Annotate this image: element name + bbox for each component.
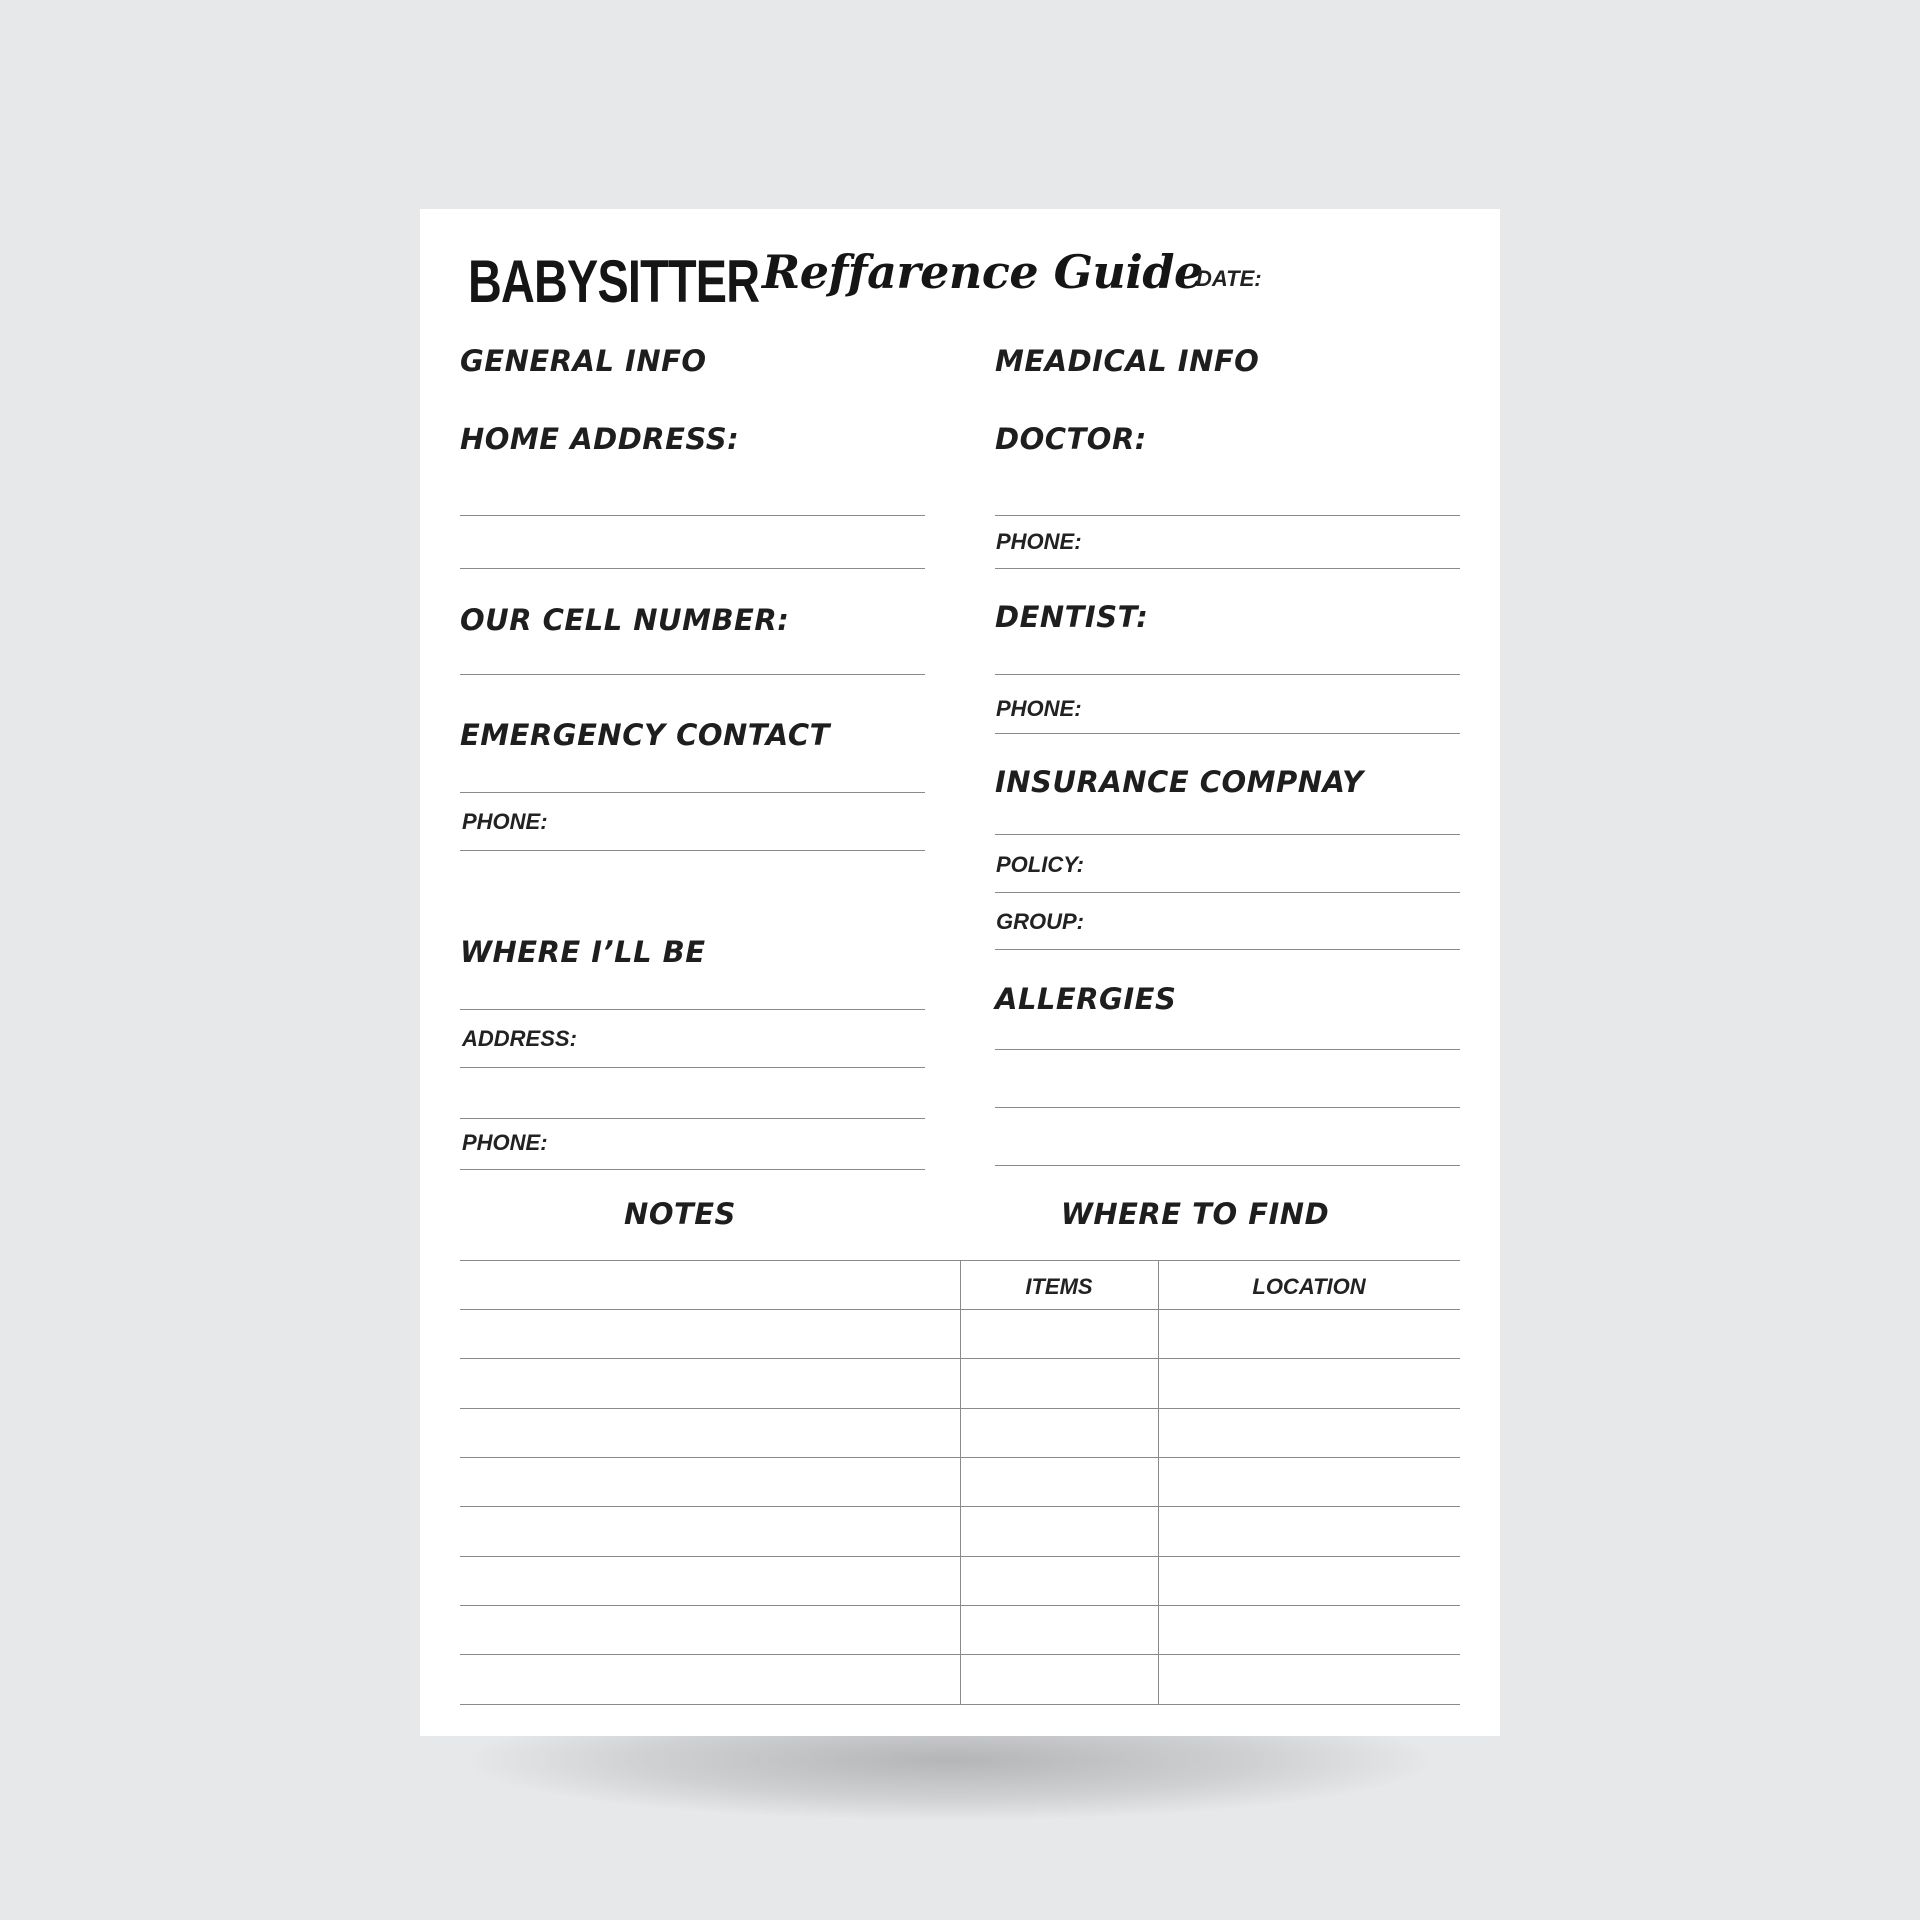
- medical-info-heading: MEADICAL INFO: [995, 344, 1260, 378]
- where-to-find-heading: WHERE TO FIND: [1060, 1197, 1330, 1231]
- items-divider: [1158, 1260, 1159, 1704]
- where-address-label: ADDRESS:: [462, 1026, 577, 1051]
- dentist-line[interactable]: [995, 674, 1460, 675]
- dentist-phone-label: PHONE:: [996, 696, 1082, 721]
- planner-sheet: [420, 209, 1500, 1736]
- table-row[interactable]: [460, 1309, 1460, 1310]
- home-address-line-1[interactable]: [460, 515, 925, 516]
- group-line[interactable]: [995, 949, 1460, 950]
- table-row[interactable]: [460, 1654, 1460, 1655]
- allergies-line-1[interactable]: [995, 1049, 1460, 1050]
- group-label: GROUP:: [996, 909, 1084, 934]
- title-script: Reffarence Guide: [762, 245, 1203, 299]
- doctor-phone-label: PHONE:: [996, 529, 1082, 554]
- table-row[interactable]: [460, 1457, 1460, 1458]
- policy-line[interactable]: [995, 892, 1460, 893]
- allergies-line-3[interactable]: [995, 1165, 1460, 1166]
- doctor-label: DOCTOR:: [995, 422, 1147, 456]
- dentist-label: DENTIST:: [995, 600, 1149, 634]
- emergency-phone-label: PHONE:: [462, 809, 548, 834]
- home-address-label: HOME ADDRESS:: [460, 422, 740, 456]
- cell-number-line[interactable]: [460, 674, 925, 675]
- policy-label: POLICY:: [996, 852, 1085, 877]
- table-row[interactable]: [460, 1605, 1460, 1606]
- doctor-line[interactable]: [995, 515, 1460, 516]
- dentist-phone-line[interactable]: [995, 733, 1460, 734]
- where-address-line-1[interactable]: [460, 1067, 925, 1068]
- where-ill-be-line[interactable]: [460, 1009, 925, 1010]
- where-phone-line[interactable]: [460, 1169, 925, 1170]
- title-main: BABYSITTER: [468, 248, 760, 315]
- allergies-label: ALLERGIES: [995, 982, 1177, 1016]
- table-row[interactable]: [460, 1704, 1460, 1705]
- table-row[interactable]: [460, 1556, 1460, 1557]
- insurance-line[interactable]: [995, 834, 1460, 835]
- insurance-label: INSURANCE COMPNAY: [995, 765, 1364, 799]
- where-phone-label: PHONE:: [462, 1130, 548, 1155]
- home-address-line-2[interactable]: [460, 568, 925, 569]
- notes-heading: NOTES: [624, 1197, 736, 1231]
- location-column-header: LOCATION: [1252, 1274, 1366, 1299]
- notes-divider: [960, 1260, 961, 1704]
- table-row[interactable]: [460, 1506, 1460, 1507]
- where-address-line-2[interactable]: [460, 1118, 925, 1119]
- table-row[interactable]: [460, 1358, 1460, 1359]
- emergency-phone-line[interactable]: [460, 850, 925, 851]
- date-label: DATE:: [1196, 266, 1262, 291]
- emergency-contact-line[interactable]: [460, 792, 925, 793]
- items-column-header: ITEMS: [1025, 1274, 1093, 1299]
- emergency-contact-label: EMERGENCY CONTACT: [460, 718, 830, 752]
- allergies-line-2[interactable]: [995, 1107, 1460, 1108]
- table-rule-top: [460, 1260, 1460, 1261]
- where-ill-be-label: WHERE I’LL BE: [460, 935, 706, 969]
- cell-number-label: OUR CELL NUMBER:: [460, 603, 790, 637]
- doctor-phone-line[interactable]: [995, 568, 1460, 569]
- table-row[interactable]: [460, 1408, 1460, 1409]
- general-info-heading: GENERAL INFO: [460, 344, 707, 378]
